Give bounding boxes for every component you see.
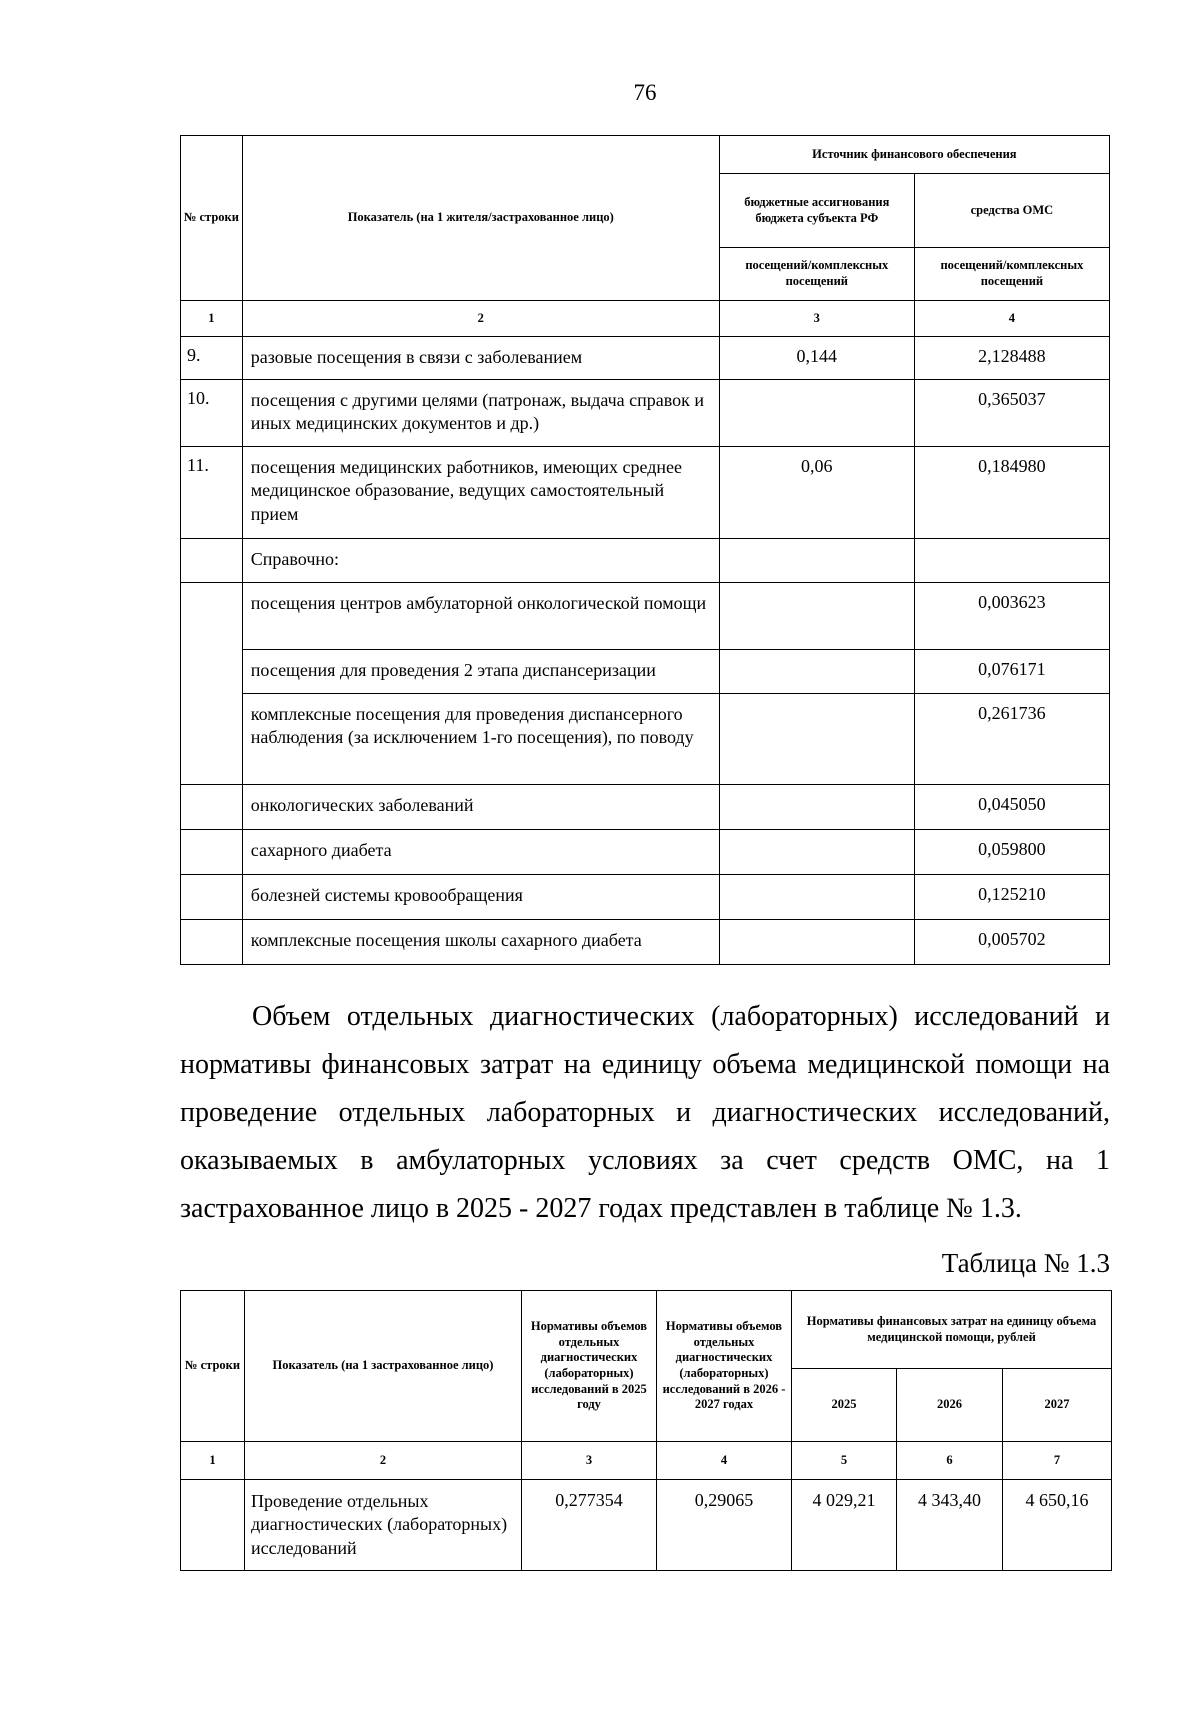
row-oms-value: 0,005702 [914, 920, 1109, 965]
row-budget-value [719, 380, 914, 447]
row-number: 10. [181, 380, 243, 447]
row-budget-value [719, 583, 914, 650]
visits-table [180, 135, 1110, 965]
page-number: 76 [633, 80, 657, 105]
row-cost-2027: 4 650,16 [1003, 1480, 1112, 1571]
row-budget-value [719, 785, 914, 830]
table-row [181, 337, 1110, 380]
row-cost-2026: 4 343,40 [897, 1480, 1003, 1571]
row-indicator: посещения центров амбулаторной онкологической помощи [242, 583, 719, 650]
header-row-no: № строки [181, 1291, 245, 1442]
row-indicator: Справочно: [242, 539, 719, 583]
row-number [181, 875, 243, 920]
header-unit-oms: посещений/комплексных посещений [914, 248, 1109, 301]
row-indicator: посещения медицинских работников, имеющих среднее медицинское образование, ведущих самостоятельный прием [242, 447, 719, 539]
paragraph-text: Объем отдельных диагностических (лабораторных) исследований и нормативы финансовых затрат на единицу объема медицинской помощи на проведение отдельных лабораторных и диагностических исследований, оказываемых в амбулаторных условиях за счет средств ОМС, на 1 застрахованное лицо в 2025 - 2027 годах представлен в таблице № 1.3. [180, 1001, 1110, 1224]
header-indicator: Показатель (на 1 застрахованное лицо) [245, 1291, 522, 1442]
row-oms-value: 0,365037 [914, 380, 1109, 447]
row-oms-value: 0,059800 [914, 830, 1109, 875]
row-budget-value: 0,144 [719, 337, 914, 380]
row-number [181, 1480, 245, 1571]
row-number [181, 920, 243, 965]
header-vol-2025: Нормативы объемов отдельных диагностических (лабораторных) исследований в 2025 году [522, 1291, 657, 1442]
row-number [181, 830, 243, 875]
row-indicator: болезней системы кровообращения [242, 875, 719, 920]
column-number: 2 [242, 301, 719, 337]
table-row [181, 583, 1110, 650]
row-number [181, 539, 243, 583]
header-indicator: Показатель (на 1 жителя/застрахованное лицо) [242, 136, 719, 301]
row-indicator: Проведение отдельных диагностических (лабораторных) исследований [245, 1480, 522, 1571]
column-number: 4 [657, 1442, 792, 1480]
header-row-no: № строки [181, 136, 243, 301]
row-indicator: комплексные посещения школы сахарного диабета [242, 920, 719, 965]
header-year-2026: 2026 [897, 1369, 1003, 1442]
row-oms-value: 0,184980 [914, 447, 1109, 539]
column-number: 1 [181, 301, 243, 337]
column-number: 2 [245, 1442, 522, 1480]
table-row [181, 830, 1110, 875]
header-vol-2026-2027: Нормативы объемов отдельных диагностических (лабораторных) исследований в 2026 - 2027 годах [657, 1291, 792, 1442]
column-number: 5 [792, 1442, 897, 1480]
row-oms-value: 0,003623 [914, 583, 1109, 650]
lab-tests-table [180, 1290, 1112, 1571]
row-indicator: комплексные посещения для проведения диспансерного наблюдения (за исключением 1-го посещения), по поводу [242, 694, 719, 785]
body-paragraph [180, 993, 1110, 1233]
row-budget-value [719, 539, 914, 583]
row-indicator: онкологических заболеваний [242, 785, 719, 830]
row-oms-value: 0,125210 [914, 875, 1109, 920]
row-budget-value [719, 830, 914, 875]
column-number: 7 [1003, 1442, 1112, 1480]
row-budget-value [719, 920, 914, 965]
column-number: 3 [522, 1442, 657, 1480]
row-vol-2026-2027: 0,29065 [657, 1480, 792, 1571]
header-unit-budget: посещений/комплексных посещений [719, 248, 914, 301]
row-number: 11. [181, 447, 243, 539]
column-number: 3 [719, 301, 914, 337]
table-caption: Таблица № 1.3 [941, 1248, 1110, 1278]
header-source: Источник финансового обеспечения [719, 136, 1109, 174]
table-row [181, 875, 1110, 920]
table-row [181, 650, 1110, 694]
row-oms-value: 2,128488 [914, 337, 1109, 380]
row-indicator: посещения с другими целями (патронаж, выдача справок и иных медицинских документов и др.) [242, 380, 719, 447]
row-indicator: посещения для проведения 2 этапа диспансеризации [242, 650, 719, 694]
header-year-2027: 2027 [1003, 1369, 1112, 1442]
row-oms-value: 0,076171 [914, 650, 1109, 694]
table-row [181, 539, 1110, 583]
table-row [181, 447, 1110, 539]
row-budget-value [719, 650, 914, 694]
row-number [181, 785, 243, 830]
row-cost-2025: 4 029,21 [792, 1480, 897, 1571]
header-budget: бюджетные ассигнования бюджета субъекта РФ [719, 174, 914, 248]
row-oms-value: 0,261736 [914, 694, 1109, 785]
table-row [181, 920, 1110, 965]
column-number: 6 [897, 1442, 1003, 1480]
table-row [181, 1480, 1112, 1571]
row-number: 9. [181, 337, 243, 380]
row-vol-2025: 0,277354 [522, 1480, 657, 1571]
table-row [181, 785, 1110, 830]
row-number [181, 583, 243, 785]
row-oms-value [914, 539, 1109, 583]
header-year-2025: 2025 [792, 1369, 897, 1442]
row-indicator: сахарного диабета [242, 830, 719, 875]
column-number: 4 [914, 301, 1109, 337]
table-row [181, 380, 1110, 447]
row-budget-value [719, 875, 914, 920]
header-oms: средства ОМС [914, 174, 1109, 248]
header-fin-costs: Нормативы финансовых затрат на единицу объема медицинской помощи, рублей [792, 1291, 1112, 1369]
row-budget-value [719, 694, 914, 785]
row-oms-value: 0,045050 [914, 785, 1109, 830]
row-indicator: разовые посещения в связи с заболеванием [242, 337, 719, 380]
column-number: 1 [181, 1442, 245, 1480]
table-row [181, 694, 1110, 785]
row-budget-value: 0,06 [719, 447, 914, 539]
